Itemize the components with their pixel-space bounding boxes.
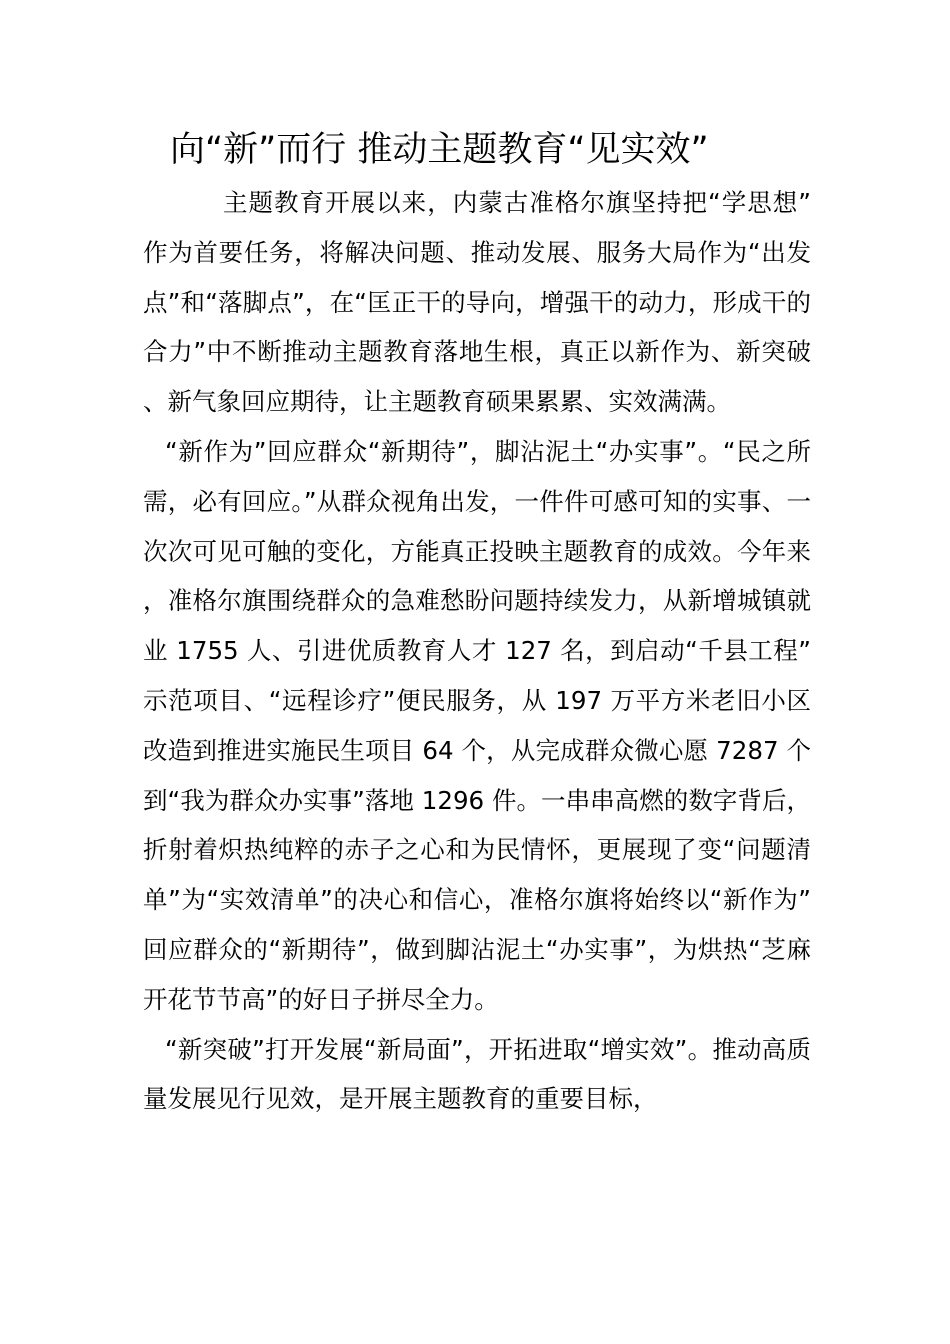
document-title: 向“新”而行 推动主题教育“见实效” bbox=[170, 130, 709, 170]
paragraph-2: “新作为”回应群众“新期待”，脚沾泥土“办实事”。“民之所需，必有回应。”从群众视角出发，一件件可感可知的实事、一次次可见可触的变化，方能真正投映主题教育的成效。今年来，准格尔旗围绕群众的急难愁盼问题持续发力，从新增城镇就业 1755 人、引进优质教育人才 127 名，到启动“千县工程”示范项目、“远程诊疗”便民服务，从 197 万平方米老旧小区改造到推进实施民生项目 64 个，从完成群众微心愿 7287 个到“我为群众办实事”落地 1296 件。一串串高燃的数字背后，折射着炽热纯粹的赤子之心和为民情怀，更展现了变“问题清单”为“实效清单”的决心和信心，准格尔旗将始终以“新作为”回应群众的“新期待”，做到脚沾泥土“办实事”，为烘热“芝麻开花节节高”的好日子拼尽全力。 bbox=[143, 436, 811, 1014]
paragraph-3: “新突破”打开发展“新局面”，开拓进取“增实效”。推动高质量发展见行见效，是开展主题教育的重要目标， bbox=[143, 1034, 811, 1114]
paragraph-1: 主题教育开展以来，内蒙古准格尔旗坚持把“学思想”作为首要任务，将解决问题、推动发展、服务大局作为“出发点”和“落脚点”，在“匡正干的导向，增强干的动力，形成干的合力”中不断推动主题教育落地生根，真正以新作为、新突破、新气象回应期待，让主题教育硕果累累、实效满满。 bbox=[143, 188, 811, 417]
document-body bbox=[143, 178, 811, 1124]
